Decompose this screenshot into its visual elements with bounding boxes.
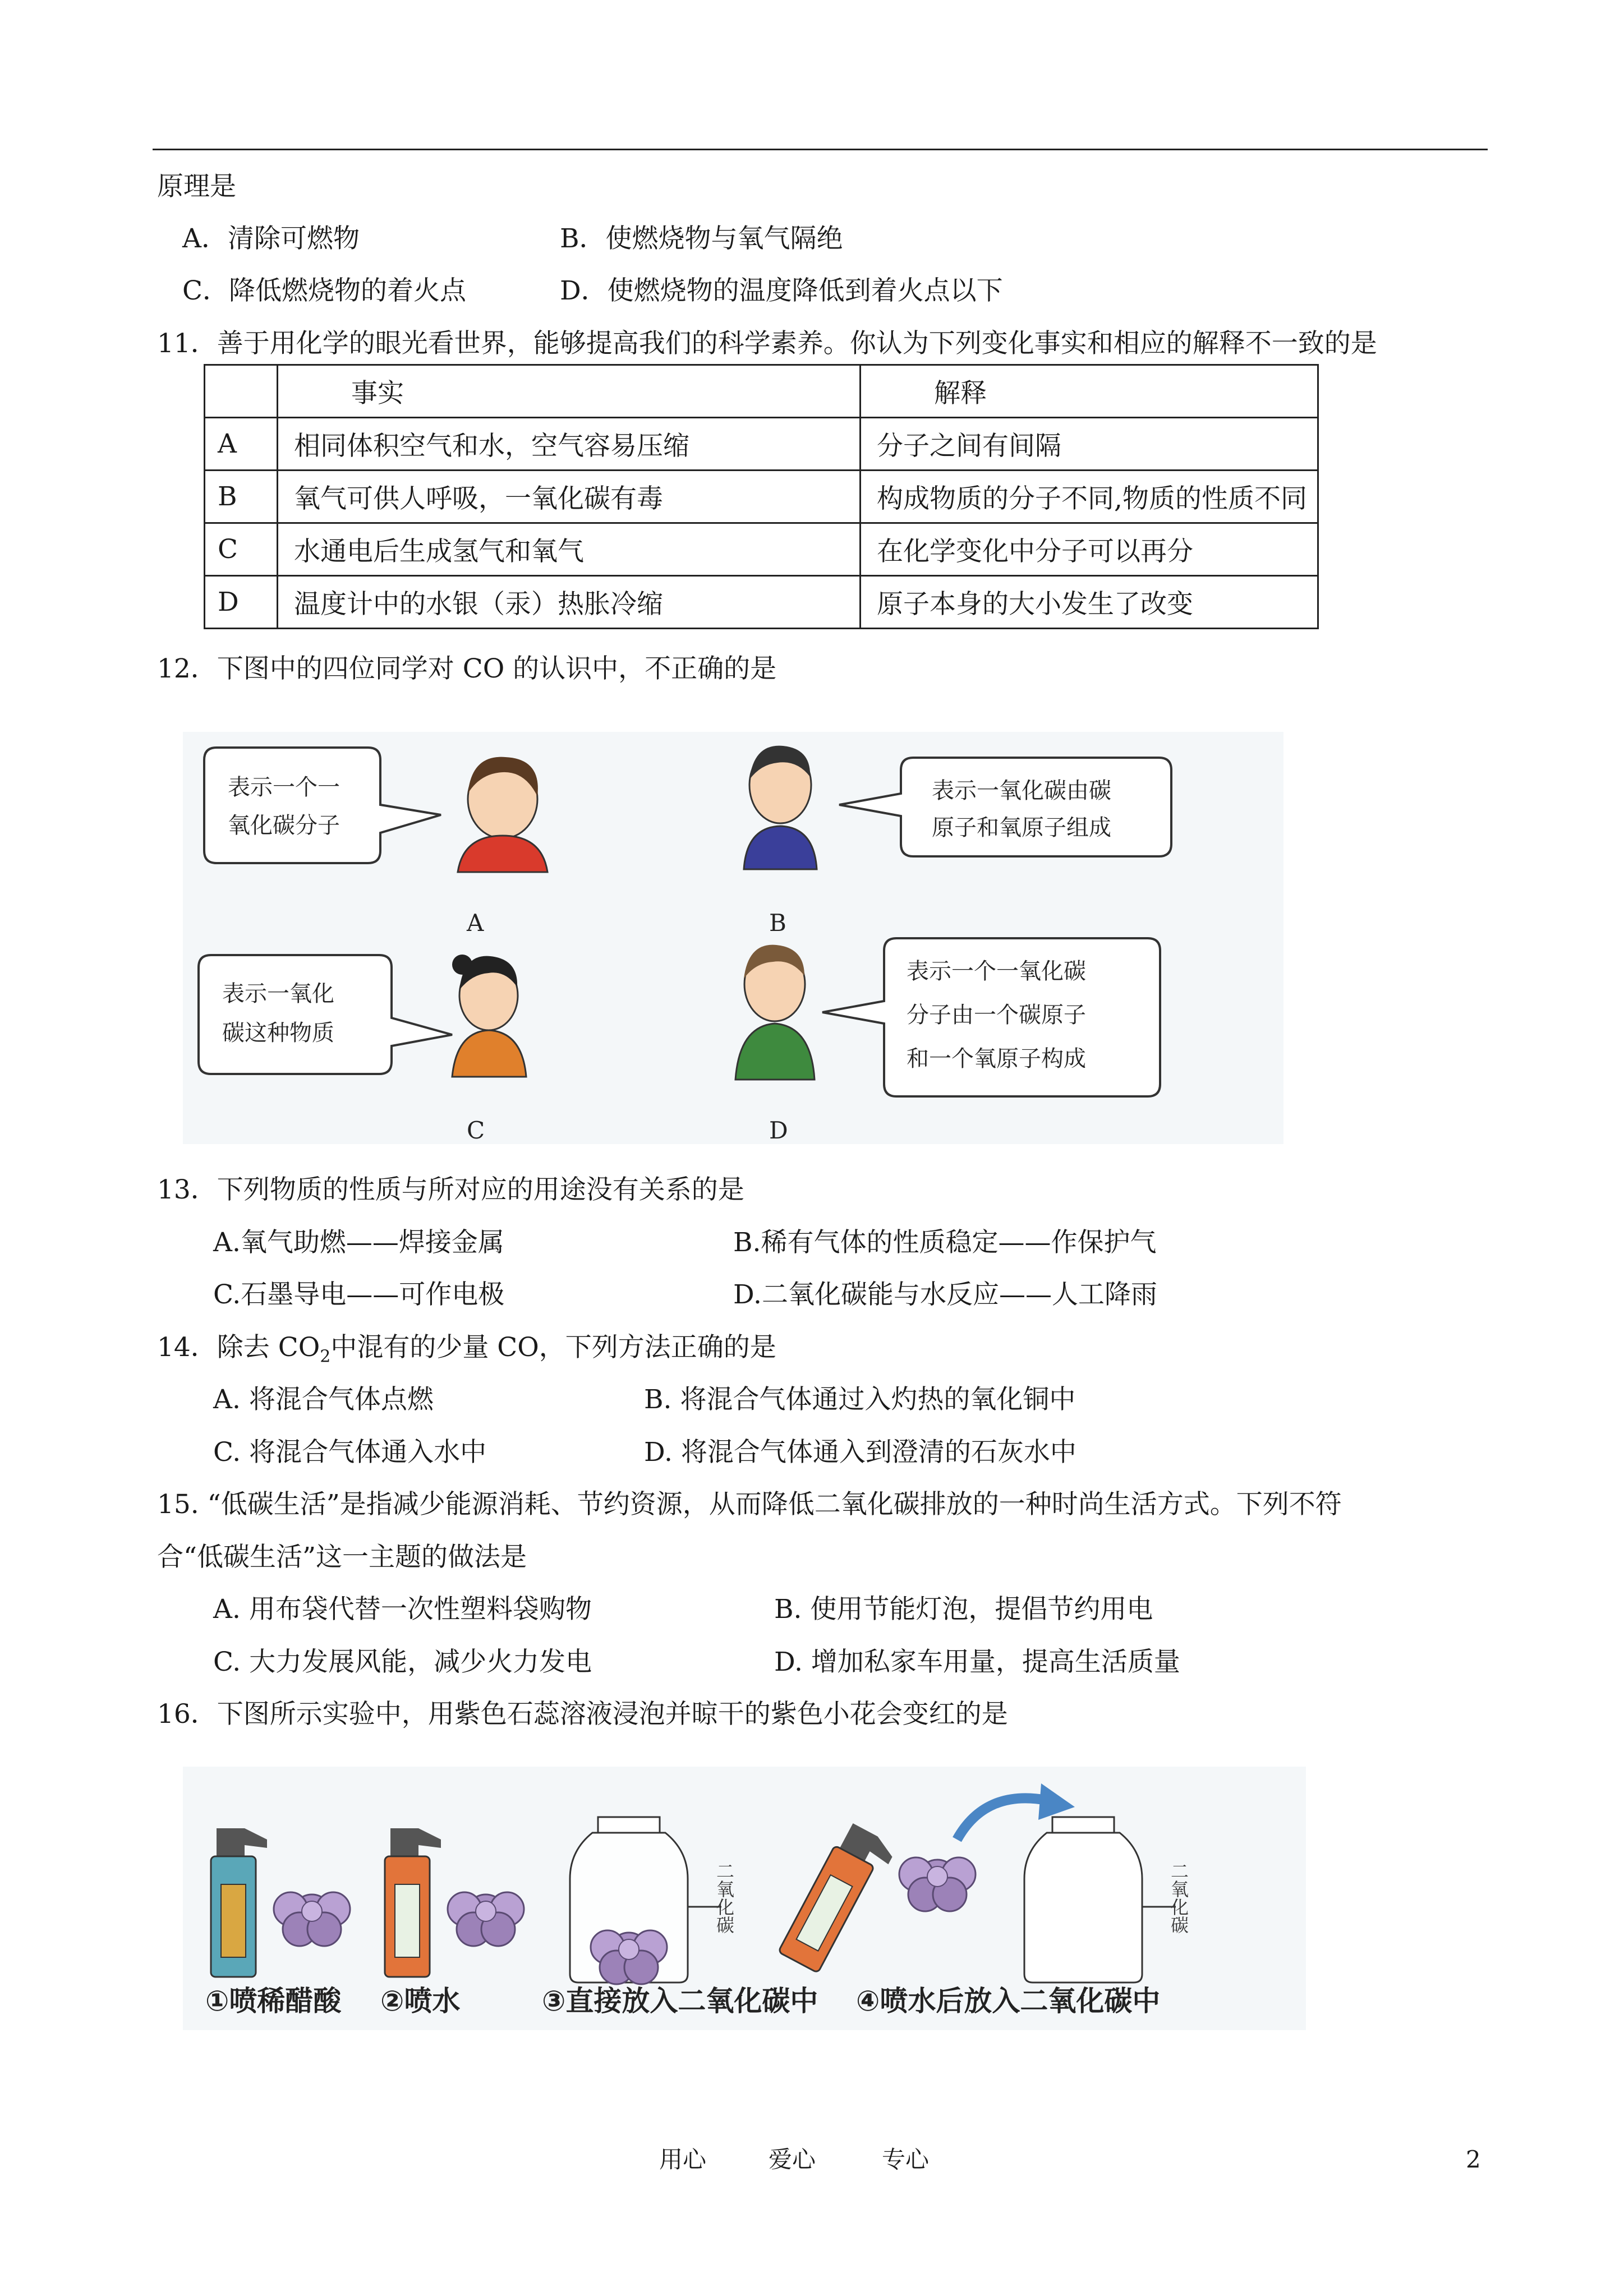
header-rule bbox=[153, 149, 1488, 150]
q14-option-c: C. 将混合气体通入水中 bbox=[213, 1437, 487, 1468]
q11-facts-table bbox=[204, 364, 1319, 629]
q15-option-c: C. 大力发展风能，减少火力发电 bbox=[213, 1647, 592, 1677]
spray-bottle-2-icon bbox=[385, 1828, 441, 1977]
q16-stem: 16．下图所示实验中，用紫色石蕊溶液浸泡并晾干的紫色小花会变红的是 bbox=[157, 1699, 1008, 1730]
bubble-b-line1: 表示一氧化碳由碳 bbox=[932, 778, 1111, 804]
q13-option-a: A.氧气助燃——焊接金属 bbox=[213, 1227, 504, 1258]
flower-2-icon bbox=[448, 1892, 524, 1946]
q14-stem bbox=[157, 1331, 776, 1373]
bubble-b-line2: 原子和氧原子组成 bbox=[932, 815, 1111, 841]
q14-stem-pre: 14．除去 CO bbox=[157, 1332, 320, 1363]
row-key: C bbox=[205, 523, 278, 576]
q10-option-c: C．降低燃烧物的着火点 bbox=[182, 275, 466, 306]
table-row bbox=[205, 523, 1318, 576]
bubble-c-line2: 碳这种物质 bbox=[222, 1020, 334, 1046]
intro-line: 原理是 bbox=[157, 171, 236, 202]
caption-3: ③直接放入二氧化碳中 bbox=[542, 1985, 818, 2017]
figure-label-d: D bbox=[769, 1117, 788, 1144]
jar-4-icon bbox=[1024, 1817, 1176, 1983]
flower-3-icon bbox=[591, 1930, 667, 1984]
bubble-d-line1: 表示一个一氧化碳 bbox=[907, 958, 1086, 984]
q15-stem-line1: 15. “低碳生活”是指减少能源消耗、节约资源，从而降低二氧化碳排放的一种时尚生活方式。下列不符 bbox=[157, 1489, 1342, 1520]
table-header-fact: 事实 bbox=[278, 365, 861, 418]
caption-2: ②喷水 bbox=[380, 1985, 461, 2017]
row-fact: 氧气可供人呼吸，一氧化碳有毒 bbox=[278, 471, 861, 523]
table-header-explain: 解释 bbox=[861, 365, 1318, 418]
table-row bbox=[205, 418, 1318, 471]
row-key: A bbox=[205, 418, 278, 471]
q13-stem: 13．下列物质的性质与所对应的用途没有关系的是 bbox=[157, 1174, 744, 1205]
jar-3-label: 二氧化碳 bbox=[714, 1862, 735, 1934]
bubble-c bbox=[199, 955, 452, 1074]
bubble-a-line2: 氧化碳分子 bbox=[228, 813, 340, 838]
person-c-icon bbox=[452, 955, 526, 1077]
row-key: B bbox=[205, 471, 278, 523]
flower-1-icon bbox=[274, 1892, 350, 1946]
table-header-row bbox=[205, 365, 1318, 418]
row-fact: 相同体积空气和水，空气容易压缩 bbox=[278, 418, 861, 471]
q14-stem-post: 中混有的少量 CO，下列方法正确的是 bbox=[330, 1332, 776, 1363]
caption-1: ①喷稀醋酸 bbox=[205, 1985, 342, 2017]
bubble-d bbox=[822, 938, 1160, 1096]
q10-option-b: B．使燃烧物与氧气隔绝 bbox=[560, 223, 843, 254]
person-d-icon bbox=[735, 945, 815, 1080]
q10-option-d: D．使燃烧物的温度降低到着火点以下 bbox=[560, 275, 1003, 306]
flower-4-icon bbox=[899, 1857, 976, 1911]
caption-4: ④喷水后放入二氧化碳中 bbox=[856, 1985, 1161, 2017]
q15-option-b: B. 使用节能灯泡，提倡节约用电 bbox=[774, 1594, 1153, 1625]
spray-bottle-4-icon bbox=[778, 1820, 898, 1978]
row-explain: 在化学变化中分子可以再分 bbox=[861, 523, 1318, 576]
row-key: D bbox=[205, 576, 278, 629]
q15-option-d: D. 增加私家车用量，提高生活质量 bbox=[774, 1647, 1180, 1677]
page-number: 2 bbox=[1466, 2146, 1481, 2173]
bubble-a bbox=[204, 748, 441, 863]
q12-figure-svg bbox=[183, 732, 1283, 1144]
q16-figure-svg bbox=[183, 1767, 1306, 2030]
q13-option-d: D.二氧化碳能与水反应——人工降雨 bbox=[733, 1279, 1157, 1310]
footer-item-3: 专心 bbox=[882, 2146, 930, 2173]
q14-option-b: B. 将混合气体通过入灼热的氧化铜中 bbox=[644, 1384, 1076, 1415]
person-b-icon bbox=[744, 746, 817, 869]
row-explain: 分子之间有间隔 bbox=[861, 418, 1318, 471]
q12-figure bbox=[183, 732, 1283, 1144]
person-a-icon bbox=[458, 757, 548, 872]
figure-label-b: B bbox=[769, 909, 786, 937]
q14-option-a: A. 将混合气体点燃 bbox=[213, 1384, 434, 1415]
row-explain: 构成物质的分子不同,物质的性质不同 bbox=[861, 471, 1318, 523]
footer-item-2: 爱心 bbox=[769, 2146, 816, 2173]
q12-stem: 12．下图中的四位同学对 CO 的认识中，不正确的是 bbox=[157, 653, 777, 684]
table-header-cell bbox=[205, 365, 278, 418]
q14-option-d: D. 将混合气体通入到澄清的石灰水中 bbox=[644, 1437, 1076, 1468]
table-row bbox=[205, 471, 1318, 523]
q14-stem-subscript: 2 bbox=[320, 1347, 331, 1367]
q16-figure bbox=[183, 1767, 1306, 2030]
row-explain: 原子本身的大小发生了改变 bbox=[861, 576, 1318, 629]
bubble-a-line1: 表示一个一 bbox=[228, 774, 340, 800]
figure-label-a: A bbox=[467, 909, 484, 937]
bubble-d-line2: 分子由一个碳原子 bbox=[907, 1002, 1086, 1028]
arrow-icon bbox=[957, 1798, 1047, 1839]
bubble-c-line1: 表示一氧化 bbox=[222, 981, 334, 1007]
q15-stem-line2: 合“低碳生活”这一主题的做法是 bbox=[157, 1542, 527, 1573]
spray-bottle-1-icon bbox=[211, 1828, 267, 1977]
q15-option-a: A. 用布袋代替一次性塑料袋购物 bbox=[213, 1594, 592, 1625]
row-fact: 水通电后生成氢气和氧气 bbox=[278, 523, 861, 576]
q10-option-a: A．清除可燃物 bbox=[182, 223, 360, 254]
jar-4-label: 二氧化碳 bbox=[1168, 1862, 1189, 1934]
footer-item-1: 用心 bbox=[659, 2146, 707, 2173]
table-row bbox=[205, 576, 1318, 629]
row-fact: 温度计中的水银（汞）热胀冷缩 bbox=[278, 576, 861, 629]
q13-option-b: B.稀有气体的性质稳定——作保护气 bbox=[733, 1227, 1157, 1258]
bubble-b bbox=[839, 758, 1171, 856]
q11-stem: 11．善于用化学的眼光看世界，能够提高我们的科学素养。你认为下列变化事实和相应的解释不一致的是 bbox=[157, 328, 1377, 359]
bubble-d-line3: 和一个氧原子构成 bbox=[907, 1046, 1086, 1072]
arrow-head-icon bbox=[1038, 1783, 1075, 1820]
figure-label-c: C bbox=[467, 1117, 485, 1144]
q13-option-c: C.石墨导电——可作电极 bbox=[213, 1279, 505, 1310]
